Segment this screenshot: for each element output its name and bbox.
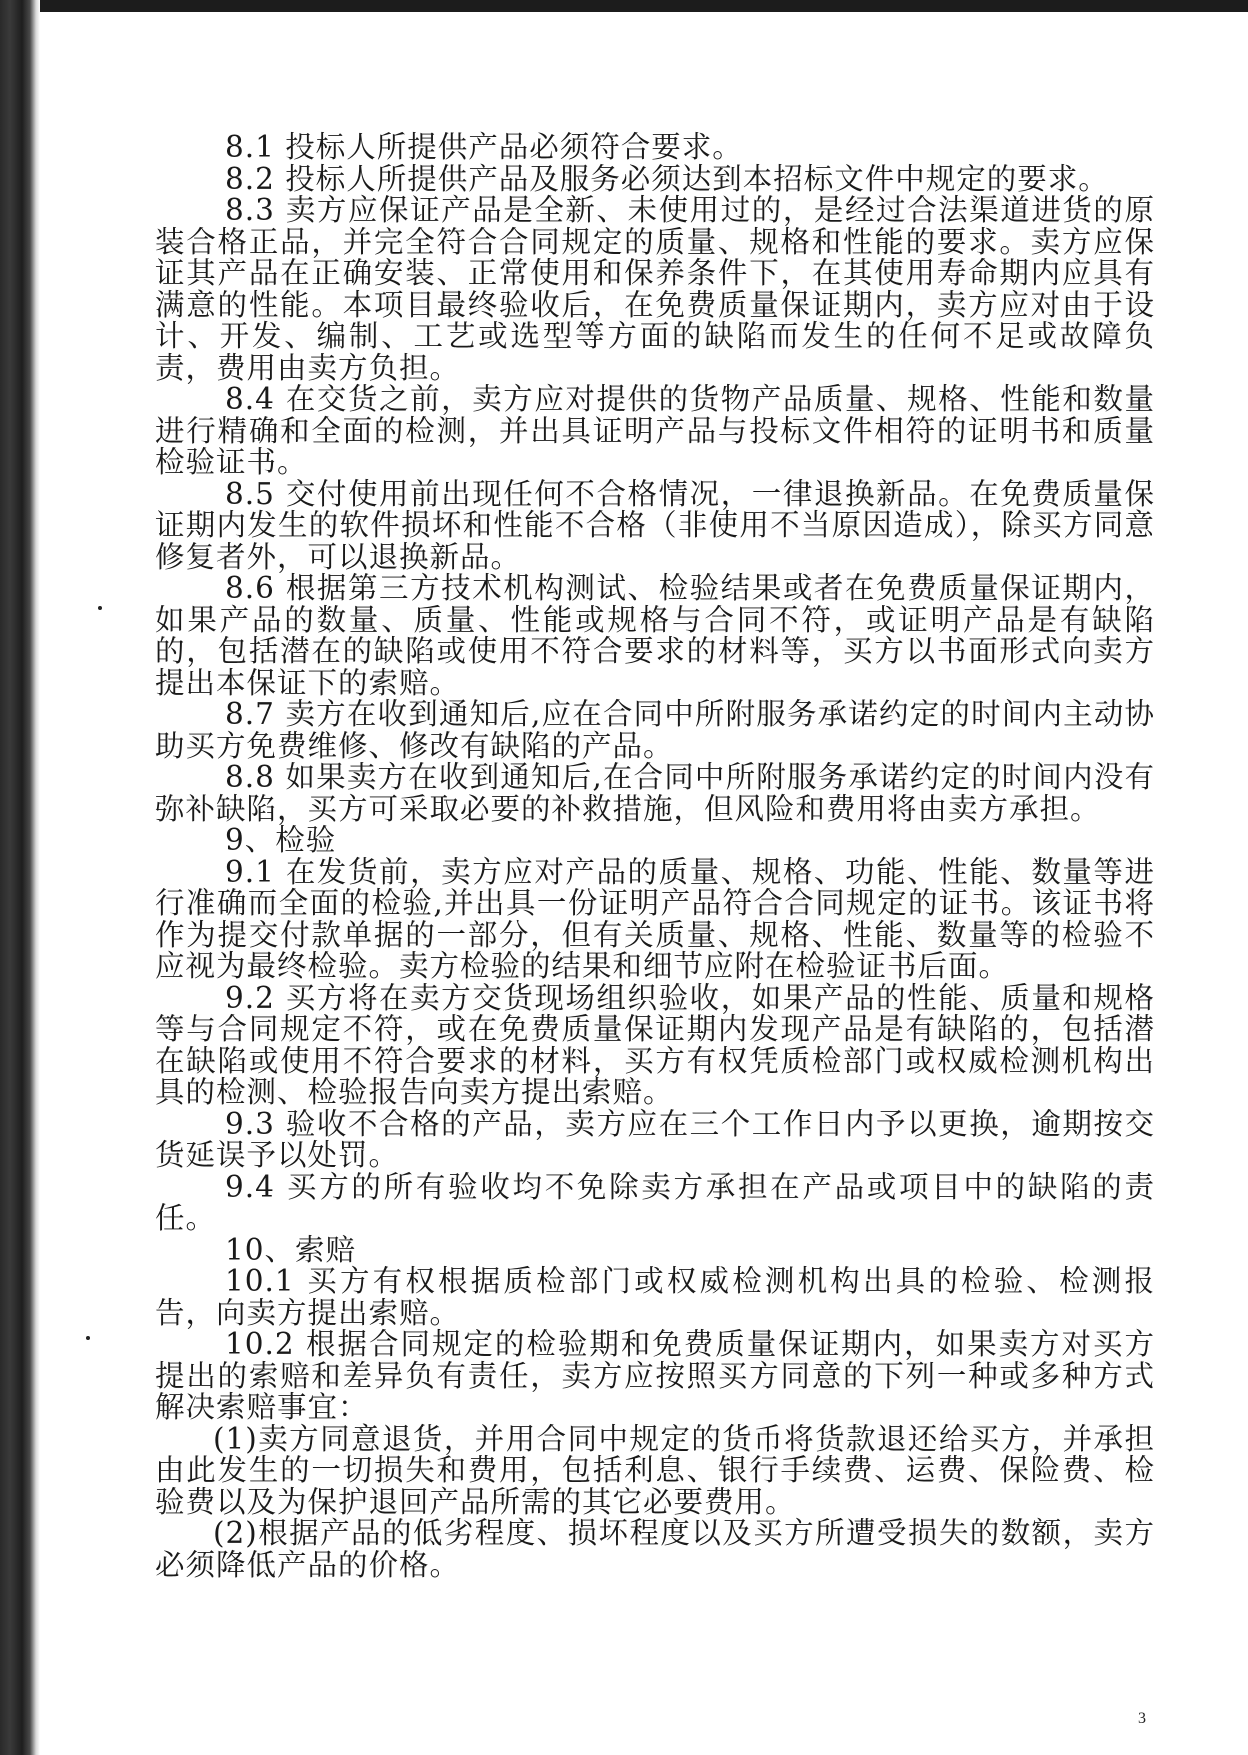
paragraph-9-3: 9.3 验收不合格的产品，卖方应在三个工作日内予以更换，逾期按交货延误予以处罚。: [155, 1106, 1155, 1172]
page-number: 3: [1138, 1710, 1146, 1727]
paragraph-8-8: 8.8 如果卖方在收到通知后,在合同中所附服务承诺约定的时间内没有弥补缺陷，买方可采取必要的补救措施，但风险和费用将由卖方承担。: [155, 760, 1155, 826]
paragraph-9-1: 9.1 在发货前，卖方应对产品的质量、规格、功能、性能、数量等进行准确而全面的检验,并出具一份证明产品符合合同规定的证书。该证书将作为提交付款单据的一部分，但有关质量、规格、性能、数量等的检验不应视为最终检验。卖方检验的结果和细节应附在检验证书后面。: [155, 854, 1155, 983]
paragraph-8-7: 8.7 卖方在收到通知后,应在合同中所附服务承诺约定的时间内主动协助买方免费维修、修改有缺陷的产品。: [155, 697, 1155, 763]
paragraph-8-1: 8.1 投标人所提供产品必须符合要求。: [225, 130, 743, 164]
paragraph-8-5: 8.5 交付使用前出现任何不合格情况，一律退换新品。在免费质量保证期内发生的软件损坏和性能不合格（非使用不当原因造成），除买方同意修复者外，可以退换新品。: [155, 476, 1155, 574]
paragraph-9-2: 9.2 买方将在卖方交货现场组织验收，如果产品的性能、质量和规格等与合同规定不符，或在免费质量保证期内发现产品是有缺陷的，包括潜在缺陷或使用不符合要求的材料，买方有权凭质检部门或权威检测机构出具的检测、检验报告向卖方提出索赔。: [155, 980, 1155, 1109]
list-item-1: (1)卖方同意退货，并用合同中规定的货币将货款退还给买方，并承担由此发生的一切损失和费用，包括利息、银行手续费、运费、保险费、检验费以及为保护退回产品所需的其它必要费用。: [155, 1421, 1155, 1519]
paragraph-8-2: 8.2 投标人所提供产品及服务必须达到本招标文件中规定的要求。: [225, 161, 1109, 196]
list-item-2: (2)根据产品的低劣程度、损坏程度以及买方所遭受损失的数额，卖方必须降低产品的价格。: [155, 1516, 1155, 1582]
paragraph-10-1: 10.1 买方有权根据质检部门或权威检测机构出具的检验、检测报告，向卖方提出索赔。: [155, 1264, 1155, 1330]
paragraph-8-6: 8.6 根据第三方技术机构测试、检验结果或者在免费质量保证期内，如果产品的数量、质量、性能或规格与合同不符，或证明产品是有缺陷的，包括潜在的缺陷或使用不符合要求的材料等，买方以书面形式向卖方提出本保证下的索赔。: [155, 571, 1155, 700]
paragraph-10-2: 10.2 根据合同规定的检验期和免费质量保证期内，如果卖方对买方提出的索赔和差异负有责任，卖方应按照买方同意的下列一种或多种方式解决索赔事宜：: [155, 1327, 1155, 1424]
document-body: [155, 132, 1155, 1581]
section-heading-10: 10、索赔: [225, 1232, 357, 1267]
paragraph-9-4: 9.4 买方的所有验收均不免除卖方承担在产品或项目中的缺陷的责任。: [155, 1169, 1155, 1235]
scan-border-top: [0, 0, 1248, 12]
scan-speck: [86, 1336, 90, 1340]
scan-border-left: [0, 0, 40, 1755]
section-heading-9: 9、检验: [225, 823, 337, 857]
paragraph-8-4: 8.4 在交货之前，卖方应对提供的货物产品质量、规格、性能和数量进行精确和全面的检测，并出具证明产品与投标文件相符的证明书和质量检验证书。: [155, 382, 1155, 479]
scan-speck: [98, 606, 102, 610]
paragraph-8-3: 8.3 卖方应保证产品是全新、未使用过的，是经过合法渠道进货的原装合格正品，并完全符合合同规定的质量、规格和性能的要求。卖方应保证其产品在正确安装、正常使用和保养条件下，在其使用寿命期内应具有满意的性能。本项目最终验收后，在免费质量保证期内，卖方应对由于设计、开发、编制、工艺或选型等方面的缺陷而发生的任何不足或故障负责，费用由卖方负担。: [155, 193, 1155, 385]
